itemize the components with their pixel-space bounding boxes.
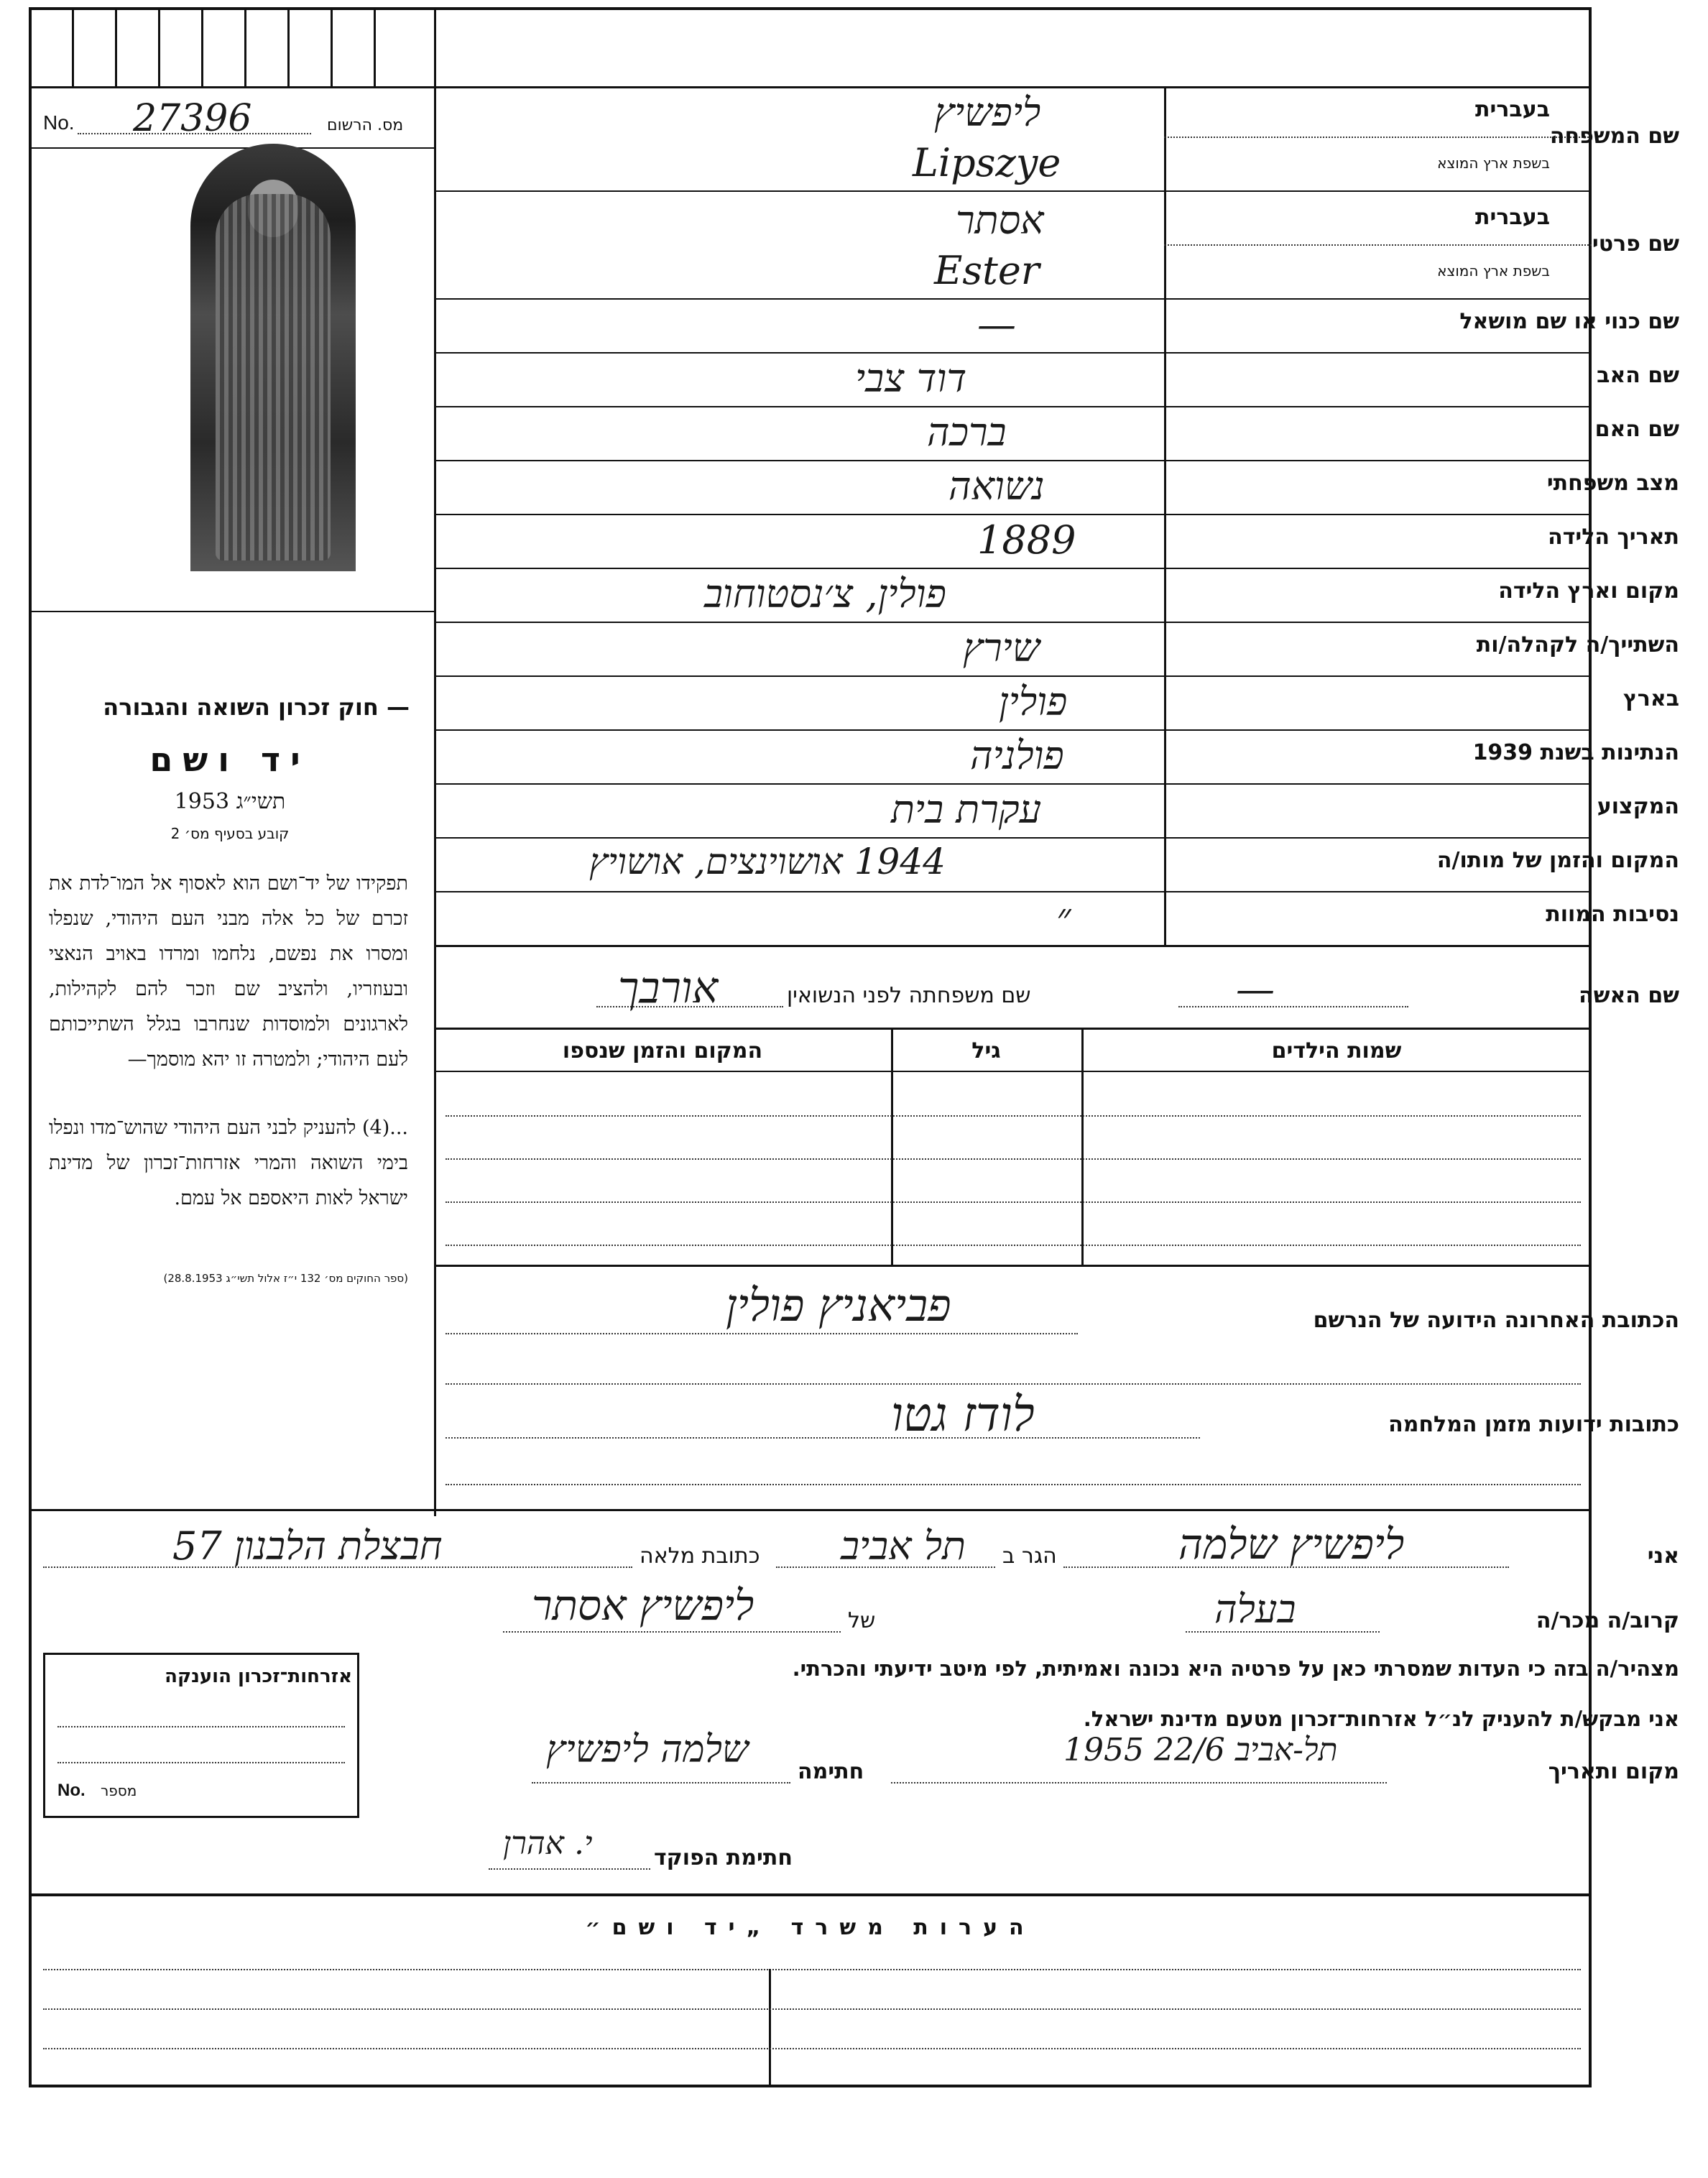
office-notes-title: הערות משרד „יד ושם״ xyxy=(585,1915,1035,1940)
officer-signature: י. אהרן xyxy=(503,1825,593,1862)
marital-value: נשואה xyxy=(948,463,1045,509)
declarant-address: חבצלת הלבנון 57 xyxy=(172,1523,443,1569)
divider xyxy=(29,147,435,149)
death-circumstances-label: נסיבות המוות xyxy=(1546,902,1679,927)
place-date-line xyxy=(891,1782,1387,1784)
divider xyxy=(434,568,1592,569)
place-date-value: תל-אביב 22/6 1955 xyxy=(1063,1732,1338,1768)
first-name-label: שם פרטי xyxy=(1592,231,1679,257)
wife-name-value: — xyxy=(1236,966,1275,1012)
birth-place-value: פולין, צ׳נסטוחוב xyxy=(704,571,946,617)
divider xyxy=(434,1071,1592,1072)
memorial-box-number-label: מספר xyxy=(101,1782,137,1799)
divider xyxy=(158,7,160,86)
divider xyxy=(434,298,1592,300)
divider xyxy=(434,945,1592,947)
statement-2: אני מבקש/ת להעניק לנ״ל אזרחות־זכרון מטעם מדינת ישראל. xyxy=(1083,1707,1679,1731)
country-label: בארץ xyxy=(1622,686,1679,711)
family-name-hebrew-value: ליפשיץ xyxy=(934,90,1041,135)
divider xyxy=(29,1893,1592,1896)
community-label: השתייך/ה לקהלה/ות xyxy=(1476,632,1679,657)
birth-place-label: מקום וארץ הלידה xyxy=(1498,578,1679,604)
last-address-value: פביאניץ פולין xyxy=(726,1279,951,1332)
nickname-label: שם כנוי או שם מושאל xyxy=(1459,309,1679,334)
divider xyxy=(434,729,1592,731)
father-value: דוד צבי xyxy=(855,356,967,401)
children-row-line xyxy=(446,1158,1581,1160)
declarant-city: תל אביב xyxy=(841,1523,966,1569)
memorial-box-line xyxy=(57,1726,345,1727)
birth-date-value: 1889 xyxy=(977,517,1076,563)
law-paragraph-2: ...(4) להעניק לבני העם היהודי שהוש־מדו ונפלו בימי השואה והמרי אזרחות־זכרון של מדינת ישראל לאות היאספם אל עמם. xyxy=(49,1117,408,1209)
divider xyxy=(29,611,435,612)
nickname-value: — xyxy=(977,302,1016,347)
family-name-sub-hebrew: בעברית xyxy=(1475,97,1550,122)
family-name-local-value: Lipszye xyxy=(913,140,1061,185)
of-line xyxy=(503,1631,841,1633)
divider xyxy=(29,1509,1592,1511)
divider xyxy=(201,7,203,86)
profession-label: המקצוע xyxy=(1597,794,1679,819)
memorial-box-line xyxy=(57,1762,345,1763)
declarant-name: ליפשיץ שלמה xyxy=(1178,1520,1405,1569)
divider xyxy=(434,352,1592,354)
signature-label: חתימה xyxy=(798,1759,864,1784)
war-address-line-2 xyxy=(446,1484,1581,1485)
registration-label: מס. הרשום xyxy=(327,116,404,134)
divider xyxy=(769,1969,771,2087)
address-label: כתובת מלאה xyxy=(640,1543,760,1569)
memorial-box-title: אזרחות־זכרון הוענקה xyxy=(165,1666,352,1687)
law-title: — חוק זכרון השואה והגבורה xyxy=(103,693,410,721)
family-name-label: שם המשפחה xyxy=(1549,124,1679,149)
registration-number: 27396 xyxy=(133,97,252,140)
maiden-name-value: אורבך xyxy=(618,963,719,1013)
divider xyxy=(434,783,1592,785)
maiden-name-label: שם משפחתה לפני הנשואין xyxy=(787,983,1031,1008)
resident-label: הגר ב xyxy=(1002,1543,1057,1569)
declarant-i-label: אני xyxy=(1647,1543,1679,1569)
citizenship-label: הנתינות בשנת 1939 xyxy=(1472,740,1679,765)
law-citation: (ספר החוקים מס׳ 132 י״ז אלול תשי״ג 28.8.1953) xyxy=(163,1272,408,1285)
divider xyxy=(434,514,1592,515)
children-age-header: גיל xyxy=(971,1038,1001,1063)
law-clause: קובע בסעיף מס׳ 2 xyxy=(170,825,290,842)
divider xyxy=(434,622,1592,623)
divider xyxy=(434,460,1592,461)
children-place-header: המקום והזמן שנספו xyxy=(562,1038,763,1063)
war-address-line xyxy=(446,1437,1200,1439)
children-row-line xyxy=(446,1245,1581,1246)
divider xyxy=(115,7,117,86)
citizenship-value: פולניה xyxy=(970,733,1064,778)
row-subline xyxy=(1164,244,1592,246)
divider xyxy=(434,1028,1592,1030)
death-place-value: 1944 אושוינצים, אושויץ xyxy=(589,841,946,882)
mother-value: ברכה xyxy=(927,410,1007,455)
officer-line xyxy=(489,1868,650,1870)
place-date-label: מקום ותאריך xyxy=(1548,1759,1679,1784)
divider xyxy=(331,7,333,86)
divider xyxy=(434,7,436,1516)
divider xyxy=(434,675,1592,677)
declarant-of-name: ליפשיץ אסתר xyxy=(532,1581,754,1630)
marital-label: מצב משפחתי xyxy=(1546,471,1679,496)
first-name-sub-hebrew: בעברית xyxy=(1475,205,1550,230)
divider xyxy=(244,7,246,86)
memorial-box-no-label: No. xyxy=(57,1781,86,1800)
country-value: פולין xyxy=(999,679,1068,724)
family-name-sub-local: בשפת ארץ המוצא xyxy=(1437,154,1550,172)
divider xyxy=(434,406,1592,407)
notes-line xyxy=(43,2008,1581,2010)
divider xyxy=(374,7,376,86)
notes-line xyxy=(43,1969,1581,1970)
divider xyxy=(287,7,290,86)
row-subline xyxy=(1164,137,1592,138)
divider xyxy=(1164,86,1166,945)
divider xyxy=(29,86,1592,88)
father-label: שם האב xyxy=(1597,363,1679,388)
death-place-label: המקום והזמן של מותו/ה xyxy=(1436,848,1679,873)
portrait-photo-figure xyxy=(216,194,331,560)
yad-vashem-name: יד ושם xyxy=(149,740,310,779)
wife-label: שם האשה xyxy=(1579,983,1679,1008)
law-paragraph-1: תפקידו של יד־ושם הוא לאסוף אל המו־לדת את זכרם של כל אלה מבני העם היהודי, שנפלו ומסרו את נפשם, נלחמו ומרדו באויב הנאצי ובעוזריו, ולהציב שם וזכר להם לקהילות, לארגונים ולמוסדות שנחרבו בגלל השתייכותם לעם היהודי; ולמטרה זו יהא מוסמך— xyxy=(49,872,408,1071)
officer-signature-label: חתימת הפוקד xyxy=(654,1845,793,1870)
of-label: של xyxy=(848,1608,876,1633)
first-name-hebrew-value: אסתר xyxy=(956,198,1044,243)
signature-line xyxy=(532,1782,790,1784)
mother-label: שם האם xyxy=(1594,417,1679,442)
divider xyxy=(434,190,1592,192)
divider xyxy=(434,891,1592,892)
divider xyxy=(434,837,1592,839)
notes-line xyxy=(43,2048,1581,2049)
children-names-header: שמות הילדים xyxy=(1271,1038,1402,1063)
no-label: No. xyxy=(43,111,75,134)
first-name-local-value: Ester xyxy=(934,248,1040,293)
relative-label: קרוב/ה מכר/ה xyxy=(1536,1608,1679,1633)
first-name-sub-local: בשפת ארץ המוצא xyxy=(1437,262,1550,280)
war-address-label: כתובות ידועות מזמן המלחמה xyxy=(1388,1412,1679,1437)
declarant-signature: שלמה ליפשיץ xyxy=(546,1728,749,1771)
children-row-line xyxy=(446,1115,1581,1117)
war-address-value: לודז גטו xyxy=(891,1387,1035,1442)
community-value: שירץ xyxy=(963,625,1040,670)
children-row-line xyxy=(446,1201,1581,1203)
divider xyxy=(434,1265,1592,1267)
divider xyxy=(72,7,74,86)
last-address-label: הכתובת האחרונה הידועה של הנרשם xyxy=(1313,1308,1679,1333)
birth-date-label: תאריך הלידה xyxy=(1548,525,1679,550)
last-address-line-2 xyxy=(446,1383,1581,1385)
death-circumstances-value: ״ xyxy=(1056,895,1071,940)
wife-line xyxy=(1178,1006,1408,1007)
profession-value: עקרת בית xyxy=(891,787,1042,832)
statement-1: מצהיר/ה בזה כי העדות שמסרתי כאן על פרטיה היא נכונה ואמיתית, לפי מיטב ידיעתי והכרתי. xyxy=(792,1656,1679,1681)
declarant-relation: בעלה xyxy=(1214,1587,1296,1632)
law-year: תשי״ג 1953 xyxy=(174,789,286,814)
last-address-line xyxy=(446,1333,1078,1334)
